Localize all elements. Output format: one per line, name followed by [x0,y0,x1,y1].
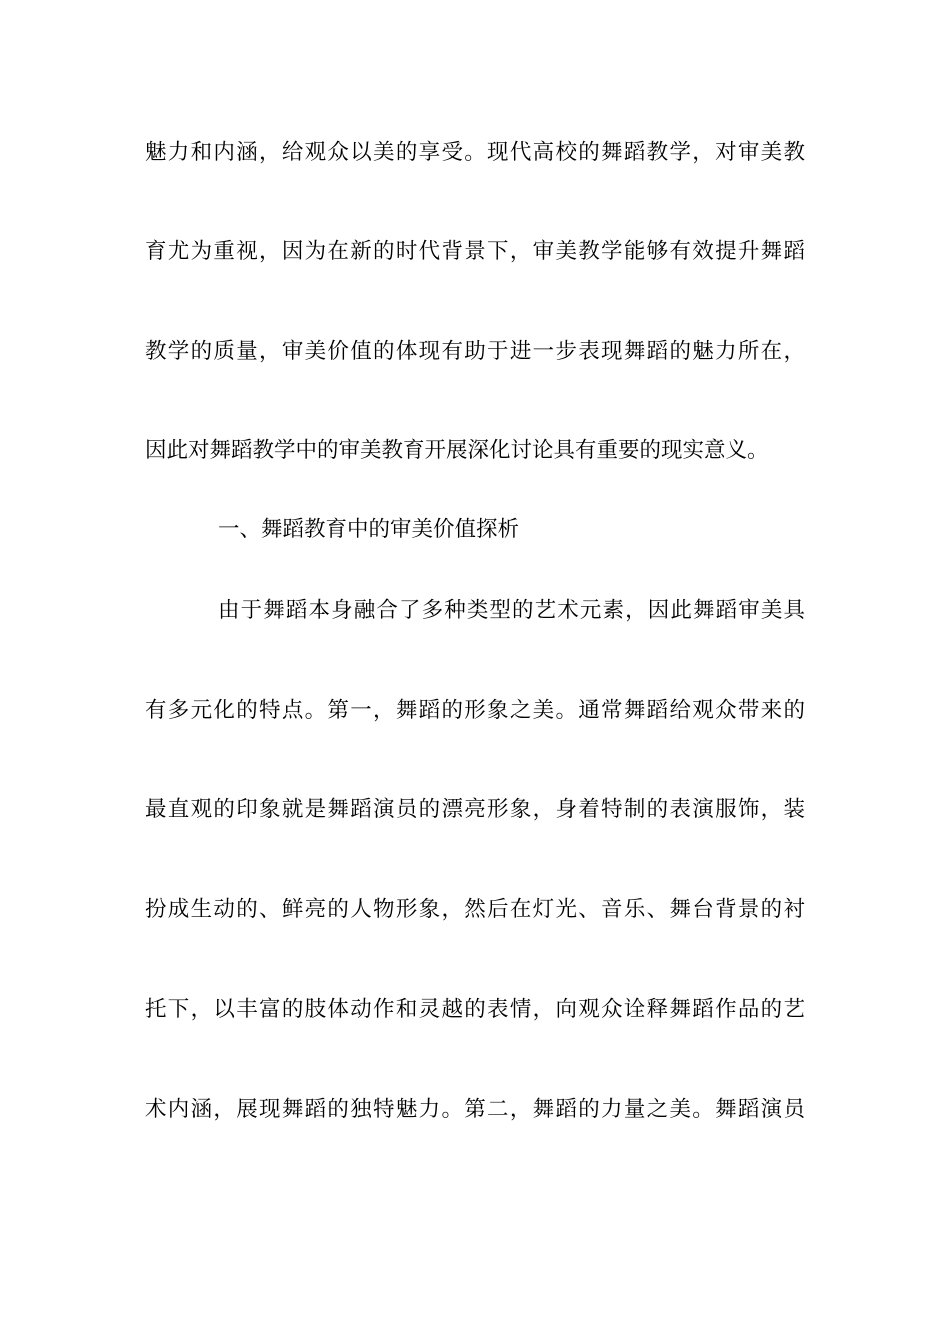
paragraph-2-line-6: 术内涵，展现舞蹈的独特魅力。第二，舞蹈的力量之美。舞蹈演员 [145,1097,805,1122]
paragraph-2-line-3: 最直观的印象就是舞蹈演员的漂亮形象，身着特制的表演服饰，装 [145,797,805,822]
paragraph-2-line-5: 托下，以丰富的肢体动作和灵越的表情，向观众诠释舞蹈作品的艺 [145,997,805,1022]
paragraph-1-line-3: 教学的质量，审美价值的体现有助于进一步表现舞蹈的魅力所在， [145,339,805,364]
paragraph-1-line-2: 育尤为重视，因为在新的时代背景下，审美教学能够有效提升舞蹈 [145,239,805,264]
paragraph-2-line-2: 有多元化的特点。第一，舞蹈的形象之美。通常舞蹈给观众带来的 [145,698,805,723]
paragraph-1-line-1: 魅力和内涵，给观众以美的享受。现代高校的舞蹈教学，对审美教 [145,140,805,165]
paragraph-1-line-4: 因此对舞蹈教学中的审美教育开展深化讨论具有重要的现实意义。 [145,438,769,463]
paragraph-2-line-4: 扮成生动的、鲜亮的人物形象，然后在灯光、音乐、舞台背景的衬 [145,897,805,922]
paragraph-2-line-1: 由于舞蹈本身融合了多种类型的艺术元素，因此舞蹈审美具 [218,598,805,623]
section-heading: 一、舞蹈教育中的审美价值探析 [218,517,520,542]
